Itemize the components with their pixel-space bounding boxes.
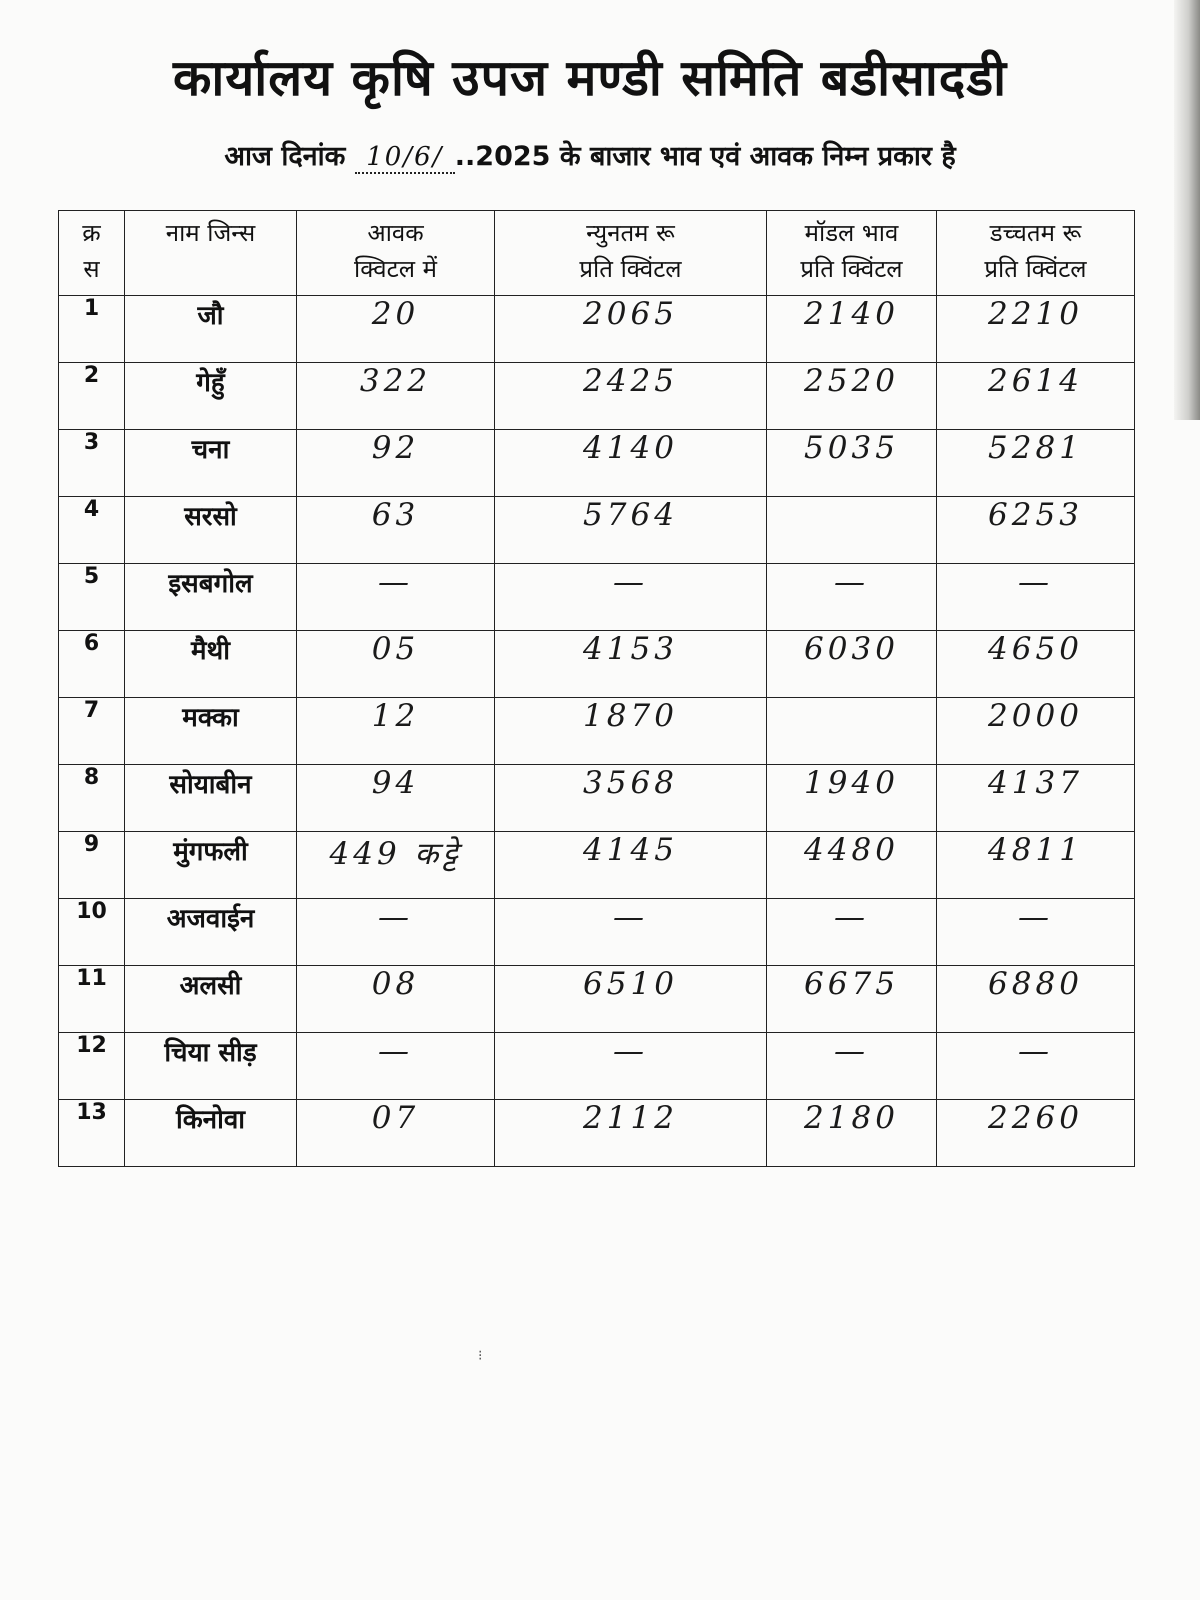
handwritten-date: 10/6/	[355, 142, 455, 174]
min-price-cell: 4140	[495, 430, 767, 497]
min-price-cell: 2112	[495, 1100, 767, 1167]
date-suffix: ..2025 के बाजार भाव एवं आवक निम्न प्रकार है	[454, 141, 956, 172]
commodity-cell: चना	[125, 430, 297, 497]
max-price-cell: —	[937, 1033, 1135, 1100]
min-price-cell: —	[495, 899, 767, 966]
serial-cell: 9	[59, 832, 125, 899]
table-row	[59, 363, 1135, 430]
table-row	[59, 564, 1135, 631]
min-price-cell: 2425	[495, 363, 767, 430]
min-price-cell: 4153	[495, 631, 767, 698]
commodity-cell: मैथी	[125, 631, 297, 698]
serial-cell: 5	[59, 564, 125, 631]
max-price-cell: 2614	[937, 363, 1135, 430]
max-price-cell: 6253	[937, 497, 1135, 564]
page-edge-shadow	[1174, 0, 1200, 420]
commodity-cell: इसबगोल	[125, 564, 297, 631]
table-row	[59, 899, 1135, 966]
serial-cell: 2	[59, 363, 125, 430]
commodity-cell: अलसी	[125, 966, 297, 1033]
modal-price-cell: —	[767, 899, 937, 966]
market-rates-table	[58, 210, 1135, 1167]
table-row	[59, 497, 1135, 564]
modal-price-cell: 6675	[767, 966, 937, 1033]
serial-cell: 10	[59, 899, 125, 966]
arrival-cell: 12	[297, 698, 495, 765]
table-row	[59, 832, 1135, 899]
serial-cell: 3	[59, 430, 125, 497]
arrival-cell: 322	[297, 363, 495, 430]
min-price-cell: 1870	[495, 698, 767, 765]
modal-price-cell	[767, 497, 937, 564]
page-title: कार्यालय कृषि उपज मण्डी समिति बडीसादडी	[172, 49, 1008, 107]
commodity-cell: जौ	[125, 296, 297, 363]
table-row	[59, 430, 1135, 497]
max-price-cell: 2210	[937, 296, 1135, 363]
modal-price-cell: —	[767, 564, 937, 631]
arrival-cell: 92	[297, 430, 495, 497]
table-row	[59, 1100, 1135, 1167]
max-price-cell: 2000	[937, 698, 1135, 765]
modal-price-cell: 2180	[767, 1100, 937, 1167]
serial-cell: 4	[59, 497, 125, 564]
arrival-cell: 07	[297, 1100, 495, 1167]
scan-speck: ⁝	[478, 1348, 483, 1364]
modal-price-cell: —	[767, 1033, 937, 1100]
table-row	[59, 631, 1135, 698]
table-row	[59, 1033, 1135, 1100]
col-header-min-price: न्युनतम रू प्रति क्विंटल	[495, 211, 767, 296]
modal-price-cell: 2520	[767, 363, 937, 430]
modal-price-cell: 6030	[767, 631, 937, 698]
max-price-cell: 4137	[937, 765, 1135, 832]
commodity-cell: अजवाईन	[125, 899, 297, 966]
commodity-cell: किनोवा	[125, 1100, 297, 1167]
modal-price-cell	[767, 698, 937, 765]
arrival-cell: 94	[297, 765, 495, 832]
modal-price-cell: 2140	[767, 296, 937, 363]
commodity-cell: सरसो	[125, 497, 297, 564]
date-prefix: आज दिनांक	[224, 141, 346, 172]
min-price-cell: 3568	[495, 765, 767, 832]
arrival-cell: —	[297, 899, 495, 966]
table-header-row	[59, 211, 1135, 296]
commodity-cell: सोयाबीन	[125, 765, 297, 832]
max-price-cell: 5281	[937, 430, 1135, 497]
table-row	[59, 296, 1135, 363]
date-line	[60, 136, 1120, 174]
min-price-cell: 5764	[495, 497, 767, 564]
max-price-cell: 4650	[937, 631, 1135, 698]
min-price-cell: 6510	[495, 966, 767, 1033]
arrival-cell: —	[297, 1033, 495, 1100]
commodity-cell: मक्का	[125, 698, 297, 765]
arrival-cell: 08	[297, 966, 495, 1033]
min-price-cell: —	[495, 1033, 767, 1100]
serial-cell: 7	[59, 698, 125, 765]
min-price-cell: 2065	[495, 296, 767, 363]
arrival-cell: —	[297, 564, 495, 631]
min-price-cell: 4145	[495, 832, 767, 899]
min-price-cell: —	[495, 564, 767, 631]
serial-cell: 11	[59, 966, 125, 1033]
max-price-cell: —	[937, 899, 1135, 966]
modal-price-cell: 1940	[767, 765, 937, 832]
max-price-cell: 2260	[937, 1100, 1135, 1167]
table-row	[59, 765, 1135, 832]
col-header-serial: क्र स	[59, 211, 125, 296]
serial-cell: 6	[59, 631, 125, 698]
table-row	[59, 966, 1135, 1033]
col-header-modal-price: मॉडल भाव प्रति क्विंटल	[767, 211, 937, 296]
table-row	[59, 698, 1135, 765]
arrival-cell: 05	[297, 631, 495, 698]
serial-cell: 1	[59, 296, 125, 363]
col-header-max-price: डच्चतम रू प्रति क्विंटल	[937, 211, 1135, 296]
modal-price-cell: 5035	[767, 430, 937, 497]
arrival-cell: 449 कट्टे	[297, 832, 495, 899]
arrival-cell: 20	[297, 296, 495, 363]
arrival-cell: 63	[297, 497, 495, 564]
commodity-cell: गेहुँ	[125, 363, 297, 430]
max-price-cell: —	[937, 564, 1135, 631]
max-price-cell: 6880	[937, 966, 1135, 1033]
serial-cell: 12	[59, 1033, 125, 1100]
commodity-cell: मुंगफली	[125, 832, 297, 899]
col-header-commodity: नाम जिन्स	[125, 211, 297, 296]
commodity-cell: चिया सीड़	[125, 1033, 297, 1100]
max-price-cell: 4811	[937, 832, 1135, 899]
modal-price-cell: 4480	[767, 832, 937, 899]
col-header-arrival: आवक क्विटल में	[297, 211, 495, 296]
serial-cell: 8	[59, 765, 125, 832]
serial-cell: 13	[59, 1100, 125, 1167]
